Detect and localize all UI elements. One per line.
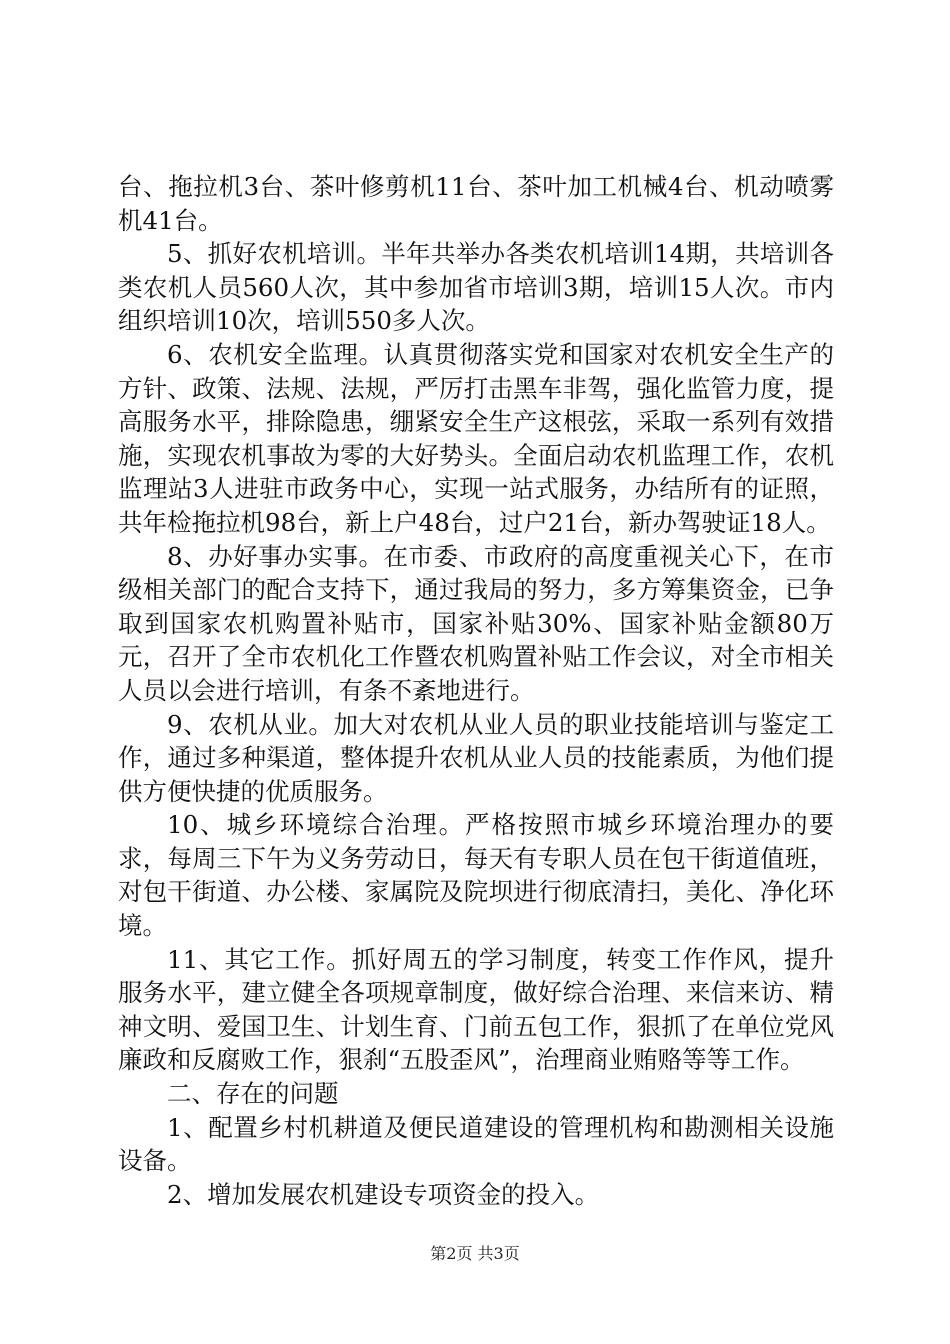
page-footer: 第2页 共3页 xyxy=(430,1244,520,1263)
paragraph-problem-2: 2、增加发展农机建设专项资金的投入。 xyxy=(167,1179,600,1209)
paragraph-continuation: 台、拖拉机3台、茶叶修剪机11台、茶叶加工机械4台、机动喷雾机41台。 xyxy=(118,172,834,235)
paragraph-item-10: 10、城乡环境综合治理。严格按照市城乡环境治理办的要求，每周三下午为义务劳动日，每天有专职人员在包干街道值班，对包干街道、办公楼、家属院及院坝进行彻底清扫，美化、净化环境。 xyxy=(118,810,834,941)
paragraph-item-6: 6、农机安全监理。认真贯彻落实党和国家对农机安全生产的方针、政策、法规、法规，严厉打击黑车非驾，强化监管力度，提高服务水平，排除隐患，绷紧安全生产这根弦，采取一系列有效措施，实现农机事故为零的大好势头。全面启动农机监理工作，农机监理站3人进驻市政务中心，实现一站式服务，办结所有的证照，共年检拖拉机98台，新上户48台，过户21台，新办驾驶证18人。 xyxy=(118,339,834,537)
paragraph-item-8: 8、办好事办实事。在市委、市政府的高度重视关心下，在市级相关部门的配合支持下，通过我局的努力，多方筹集资金，已争取到国家农机购置补贴市，国家补贴30%、国家补贴金额80万元，召开了全市农机化工作暨农机购置补贴工作会议，对全市相关人员以会进行培训，有条不紊地进行。 xyxy=(118,541,834,705)
paragraph-problem-1: 1、配置乡村机耕道及便民道建设的管理机构和勘测相关设施设备。 xyxy=(118,1112,834,1176)
section-heading-problems: 二、存在的问题 xyxy=(167,1079,339,1109)
paragraph-item-9: 9、农机从业。加大对农机从业人员的职业技能培训与鉴定工作，通过多种渠道，整体提升农机从业人员的技能素质，为他们提供方便快捷的优质服务。 xyxy=(118,709,834,806)
paragraph-item-11: 11、其它工作。抓好周五的学习制度，转变工作作风，提升服务水平，建立健全各项规章制度，做好综合治理、来信来访、精神文明、爱国卫生、计划生育、门前五包工作，狠抓了在单位党风廉政和反腐败工作，狠刹“五股歪风”，治理商业贿赂等等工作。 xyxy=(118,944,834,1075)
paragraph-item-5: 5、抓好农机培训。半年共举办各类农机培训14期，共培训各类农机人员560人次，其中参加省市培训3期，培训15人次。市内组织培训10次，培训550多人次。 xyxy=(118,239,834,336)
document-body xyxy=(118,170,834,1211)
